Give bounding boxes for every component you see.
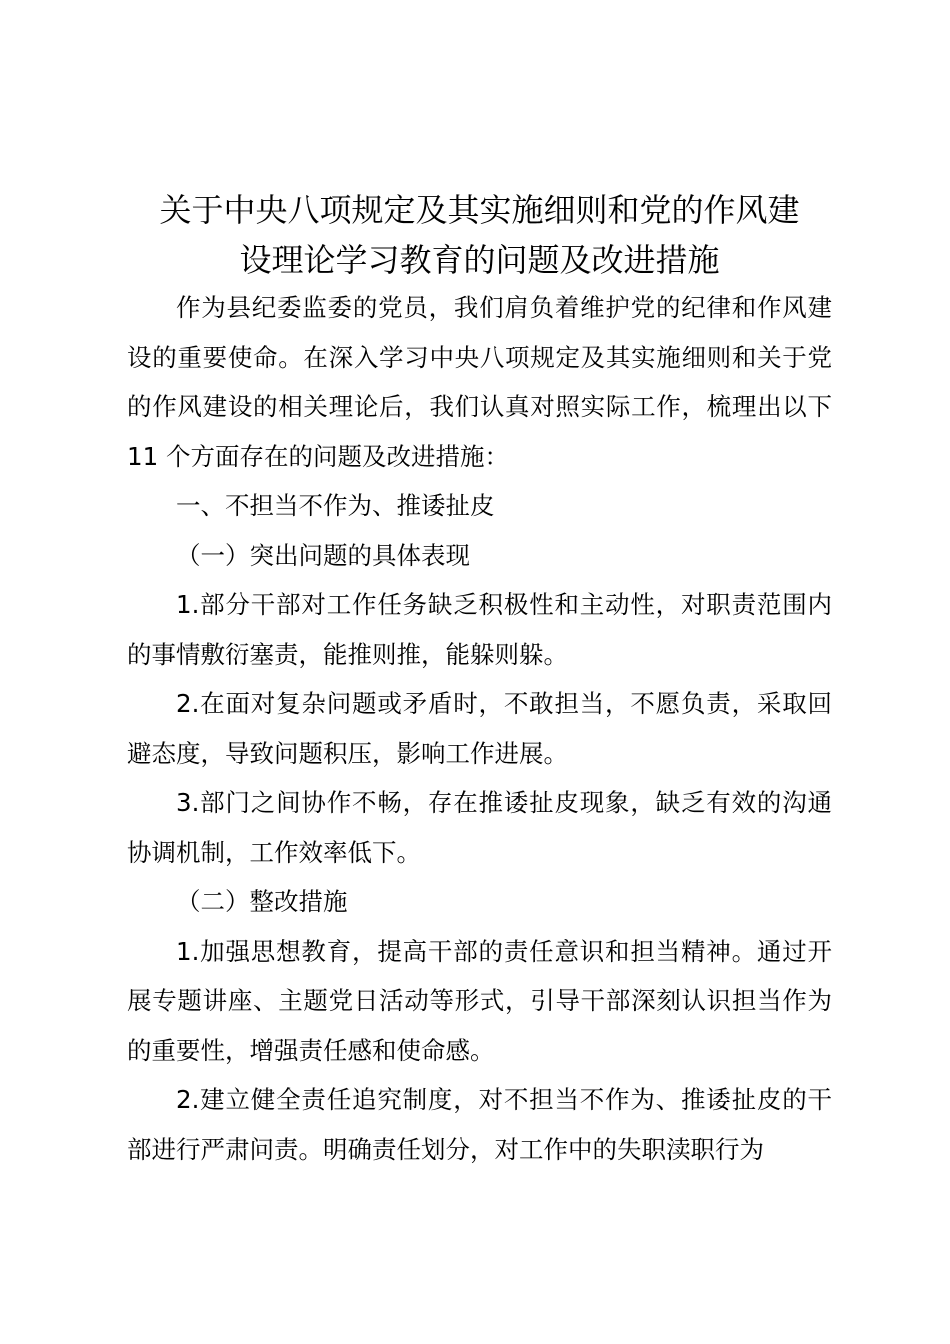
measure-item: 2.建立健全责任追究制度，对不担当不作为、推诿扯皮的干部进行严肃问责。明确责任划分，对工作中的失职渎职行为: [127, 1085, 832, 1164]
measure-item: 1.加强思想教育，提高干部的责任意识和担当精神。通过开展专题讲座、主题党日活动等形式，引导干部深刻认识担当作为的重要性，增强责任感和使命感。: [127, 936, 832, 1065]
subsection-heading: （二）整改措施: [176, 887, 348, 916]
document-title: [127, 185, 832, 285]
intro-paragraph: 作为县纪委监委的党员，我们肩负着维护党的纪律和作风建设的重要使命。在深入学习中央八项规定及其实施细则和关于党的作风建设的相关理论后，我们认真对照实际工作，梳理出以下 11 个方面存在的问题及改进措施：: [127, 293, 832, 471]
title-line-1: 关于中央八项规定及其实施细则和党的作风建: [159, 191, 800, 229]
section-heading: 一、不担当不作为、推诿扯皮: [176, 491, 495, 520]
subsection-heading: （一）突出问题的具体表现: [176, 540, 470, 570]
title-line-2: 设理论学习教育的问题及改进措施: [239, 241, 720, 279]
problem-item: 2.在面对复杂问题或矛盾时，不敢担当，不愿负责，采取回避态度，导致问题积压，影响工作进展。: [127, 689, 832, 768]
document-body: [127, 283, 832, 1174]
problem-item: 1.部分干部对工作任务缺乏积极性和主动性，对职责范围内的事情敷衍塞责，能推则推，能躲则躲。: [127, 590, 832, 669]
problem-item: 3.部门之间协作不畅，存在推诿扯皮现象，缺乏有效的沟通协调机制，工作效率低下。: [127, 788, 832, 867]
